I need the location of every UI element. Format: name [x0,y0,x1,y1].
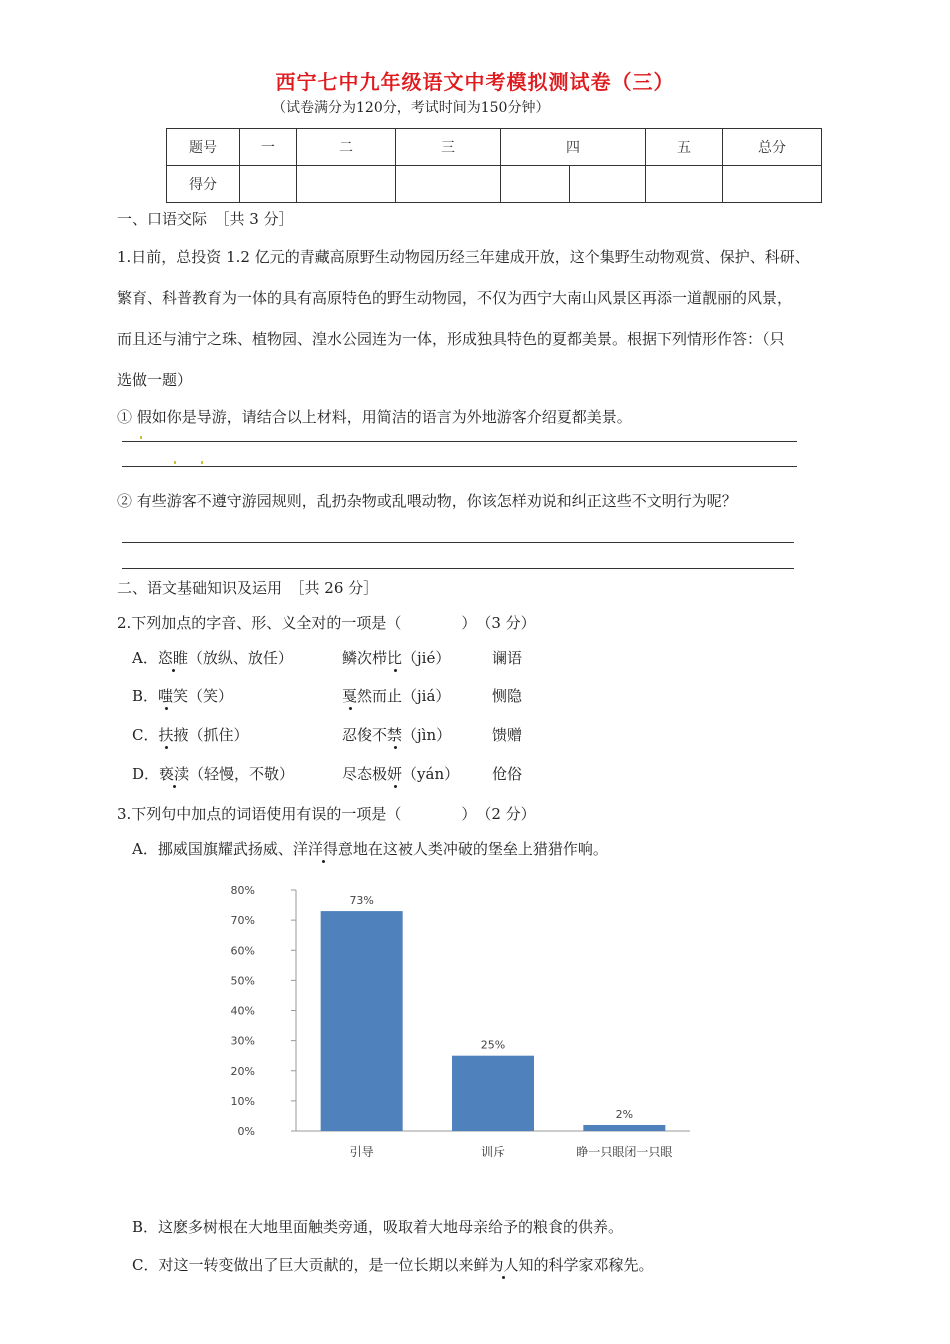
option-text: （轻慢，不敬） [189,765,295,783]
y-tick-label: 10% [230,1094,255,1108]
option-letter: A． [132,649,158,667]
score-cell[interactable] [240,166,297,203]
q2-option-b-col1 [132,685,233,706]
bar [583,1125,665,1131]
option-letter: C． [132,726,159,744]
option-text: 鳞次栉 [342,649,388,667]
score-table-header-row [167,129,822,166]
table-cell: 一 [240,129,297,166]
option-text: 忍俊不 [342,726,388,744]
option-text: 的科学家邓稼先。 [533,1256,654,1274]
dotted-text: 嗤 [158,687,174,705]
table-cell: 总分 [723,129,822,166]
option-text: （jìn） [402,726,452,744]
score-cell[interactable] [646,166,723,203]
dotted-text: 比 [387,649,403,667]
option-letter: B． [132,687,159,705]
option-text: （jié） [402,649,451,667]
x-category-label: 睁一只眼闭一只眼 [576,1145,673,1159]
speck-mark [174,461,176,464]
q3-option-c [132,1254,654,1275]
score-cell[interactable] [396,166,501,203]
dotted-text: 洋洋得意 [292,840,353,858]
score-table [166,128,822,203]
page-subtitle: （试卷满分为120分，考试时间为150分钟） [272,100,550,116]
q2-option-d-col2 [342,763,459,784]
table-cell: 二 [297,129,396,166]
q3-option-b: B．这麽多树根在大地里面触类旁通，吸取着大地母亲给予的粮食的供养。 [132,1218,624,1236]
score-cell[interactable] [570,166,646,203]
option-text: （放纵、放任） [187,649,293,667]
q2-option-c-col3: 馈赠 [492,726,523,744]
q2-stem: 2.下列加点的字音、形、义全对的一项是（ ） （3 分） [117,614,536,632]
option-text: 掖（抓住） [173,726,249,744]
q3-option-a [132,838,608,859]
q1-line-3: 而且还与浦宁之珠、植物园、湟水公园连为一体，形成独具特色的夏都美景。根据下列情形作答：（只 [117,330,785,348]
dotted-text: 亵渎 [159,765,190,783]
option-text: A．挪威国旗耀武扬威、 [132,840,293,858]
speck-mark [201,461,203,464]
q1-line-1: 1.日前，总投资 1.2 亿元的青藏高原野生动物园历经三年建成开放，这个集野生动物观赏、保护、科研、 [117,248,810,266]
speck-mark [140,436,142,439]
section2-heading: 二、语文基础知识及运用 ［共 26 分］ [117,579,379,597]
q2-option-a-col1 [132,647,293,668]
table-cell: 四 [501,129,646,166]
answer-line[interactable] [122,466,797,467]
x-category-label: 训斥 [480,1145,506,1159]
y-tick-label: 80% [230,884,255,897]
bar-data-label: 25% [480,1038,506,1052]
q1-line-4: 选做一题） [117,371,193,389]
option-text: 然而止（jiá） [357,687,451,705]
table-cell: 得分 [167,166,240,203]
option-text: （yán） [402,765,460,783]
q1-sub1: ① 假如你是导游，请结合以上材料，用简洁的语言为外地游客介绍夏都美景。 [117,408,632,426]
bar-chart [215,878,705,1168]
y-tick-label: 0% [237,1125,255,1138]
section1-heading: 一、口语交际 ［共 3 分］ [117,210,294,228]
score-cell[interactable] [501,166,570,203]
bar [452,1056,534,1131]
answer-line[interactable] [122,441,797,442]
y-tick-label: 30% [230,1034,255,1048]
q3-stem: 3.下列句中加点的词语使用有误的一项是（ ） （2 分） [117,805,536,823]
y-tick-label: 70% [230,914,255,928]
q2-option-d-col1 [132,763,294,784]
y-tick-label: 60% [230,944,255,958]
page-title: 西宁七中九年级语文中考模拟测试卷（三） [275,70,675,94]
bar-data-label: 73% [349,894,374,908]
option-letter: D． [132,765,160,783]
answer-line[interactable] [122,542,794,543]
q2-option-c-col2 [342,724,451,745]
dotted-text: 戛 [342,687,358,705]
option-text: 尽态极 [342,765,388,783]
answer-line[interactable] [122,568,794,569]
y-tick-label: 40% [230,1004,255,1018]
q2-option-b-col3: 恻隐 [492,687,523,705]
q1-sub2: ② 有些游客不遵守游园规则，乱扔杂物或乱喂动物，你该怎样劝说和纠正这些不文明行为呢？ [117,492,737,510]
q2-option-a-col2 [342,647,450,668]
dotted-text: 扶 [158,726,174,744]
bar-data-label: 2% [615,1107,634,1121]
table-cell: 题号 [167,129,240,166]
score-cell[interactable] [723,166,822,203]
q2-option-b-col2 [342,685,450,706]
option-text: 地在这被人类冲破的堡垒上猎猎作响。 [352,840,608,858]
q1-line-2: 繁育、科普教育为一体的具有高原特色的野生动物园，不仅为西宁大南山风景区再添一道靓丽的风景， [117,289,793,307]
table-cell: 三 [396,129,501,166]
score-cell[interactable] [297,166,396,203]
dotted-text: 恣睢 [157,649,188,667]
y-tick-label: 50% [230,974,255,988]
dotted-text: 妍 [387,765,403,783]
dotted-text: 鲜为人知 [473,1256,534,1274]
y-tick-label: 20% [230,1064,255,1078]
q2-option-c-col1 [132,724,249,745]
option-text: C．对这一转变做出了巨大贡献的，是一位长期以来 [132,1256,474,1274]
score-table-score-row [167,166,822,203]
q2-option-a-col3: 谰语 [492,649,523,667]
bar [321,911,403,1131]
q2-option-d-col3: 伧俗 [492,765,523,783]
x-category-label: 引导 [349,1145,374,1159]
table-cell: 五 [646,129,723,166]
dotted-text: 禁 [387,726,403,744]
option-text: 笑（笑） [173,687,234,705]
